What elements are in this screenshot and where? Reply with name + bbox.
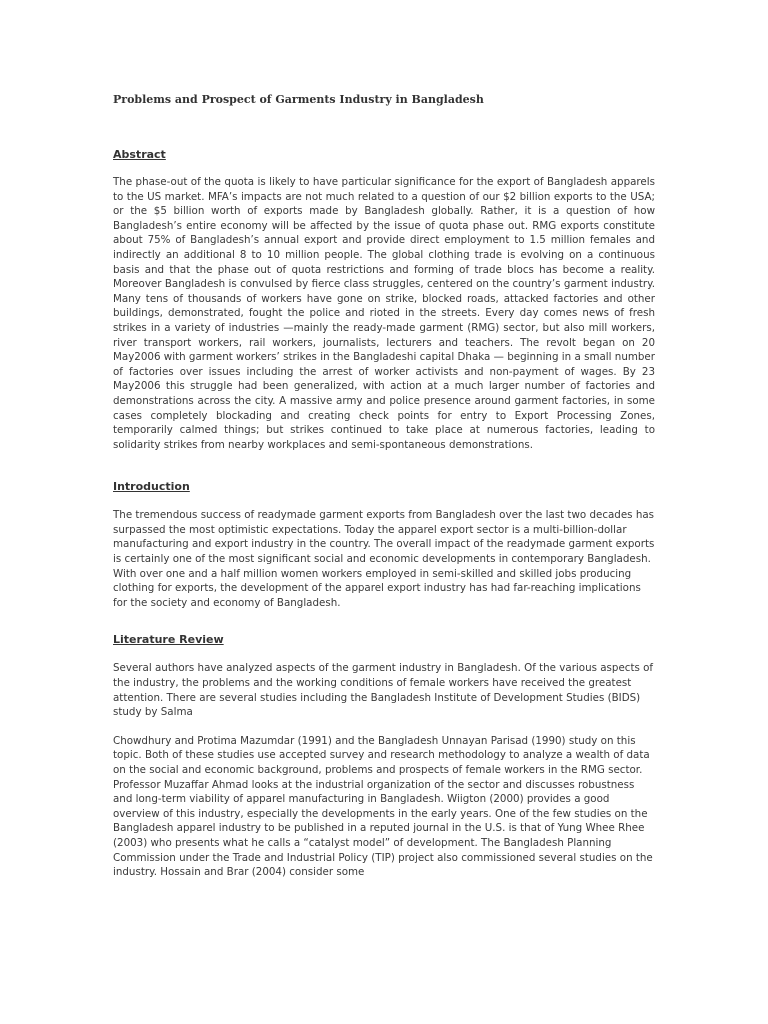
introduction-heading: Introduction (113, 480, 190, 494)
literature-review-heading: Literature Review (113, 633, 224, 647)
literature-review-paragraph: Chowdhury and Protima Mazumdar (1991) and the Bangladesh Unnayan Parisad (1990) study on this topic. Both of these studies use accepted survey and research methodology to analyze a wealth of data on the social and economic background, problems and prospects of female workers in the RMG sector. Professor Muzaffar Ahmad looks at the industrial organization of the sector and discusses robustness and long-term viability of apparel manufacturing in Bangladesh. Wiigton (2000) provides a good overview of this industry, especially the developments in the early years. One of the few studies on the Bangladesh apparel industry to be published in a reputed journal in the U.S. is that of Yung Whee Rhee (2003) who presents what he calls a “catalyst model” of development. The Bangladesh Planning Commission under the Trade and Industrial Policy (TIP) project also commissioned several studies on the industry. Hossain and Brar (2004) consider some (113, 734, 653, 879)
literature-review-paragraph: Several authors have analyzed aspects of the garment industry in Bangladesh. Of the various aspects of the industry, the problems and the working conditions of female workers have received the greatest attention. There are several studies including the Bangladesh Institute of Development Studies (BIDS) study by Salma (113, 662, 654, 719)
introduction-paragraph: The tremendous success of readymade garment exports from Bangladesh over the last two decades has surpassed the most optimistic expectations. Today the apparel export sector is a multi-billion-dollar manufacturing and export industry in the country. The overall impact of the readymade garment exports is certainly one of the most significant social and economic developments in contemporary Bangladesh. With over one and a half million women workers employed in semi-skilled and skilled jobs producing clothing for exports, the development of the apparel export industry has had far-reaching implications for the society and economy of Bangladesh. (113, 509, 655, 609)
document-title: Problems and Prospect of Garments Industry in Bangladesh (113, 93, 484, 106)
document-page (113, 93, 655, 880)
abstract-paragraph: The phase-out of the quota is likely to have particular significance for the export of Bangladesh apparels to the US market. MFA’s impacts are not much related to a question of our $2 billion exports to the USA; or the $5 billion worth of exports made by Bangladesh globally. Rather, it is a question of how Bangladesh’s entire economy will be affected by the issue of quota phase out. RMG exports constitute about 75% of Bangladesh’s annual export and provide direct employment to 1.5 million females and indirectly an additional 8 to 10 million people. The global clothing trade is evolving on a continuous basis and that the phase out of quota restrictions and forming of trade blocs has become a reality. Moreover Bangladesh is convulsed by fierce class struggles, centered on the country’s garment industry. Many tens of thousands of workers have gone on strike, blocked roads, attacked factories and other buildings, demonstrated, fought the police and rioted in the streets. Every day comes news of fresh strikes in a variety of industries —mainly the ready-made garment (RMG) sector, but also mill workers, river transport workers, rail workers, journalists, lecturers and teachers. The revolt began on 20 May2006 with garment workers’ strikes in the Bangladeshi capital Dhaka — beginning in a small number of factories over issues including the arrest of worker activists and non-payment of wages. By 23 May2006 this struggle had been generalized, with action at a much larger number of factories and demonstrations across the city. A massive army and police presence around garment factories, in some cases completely blockading and creating check points for entry to Export Processing Zones, temporarily calmed things; but strikes continued to take place at numerous factories, leading to solidarity strikes from nearby workplaces and semi-spontaneous demonstrations. (113, 176, 655, 451)
abstract-heading: Abstract (113, 148, 166, 161)
